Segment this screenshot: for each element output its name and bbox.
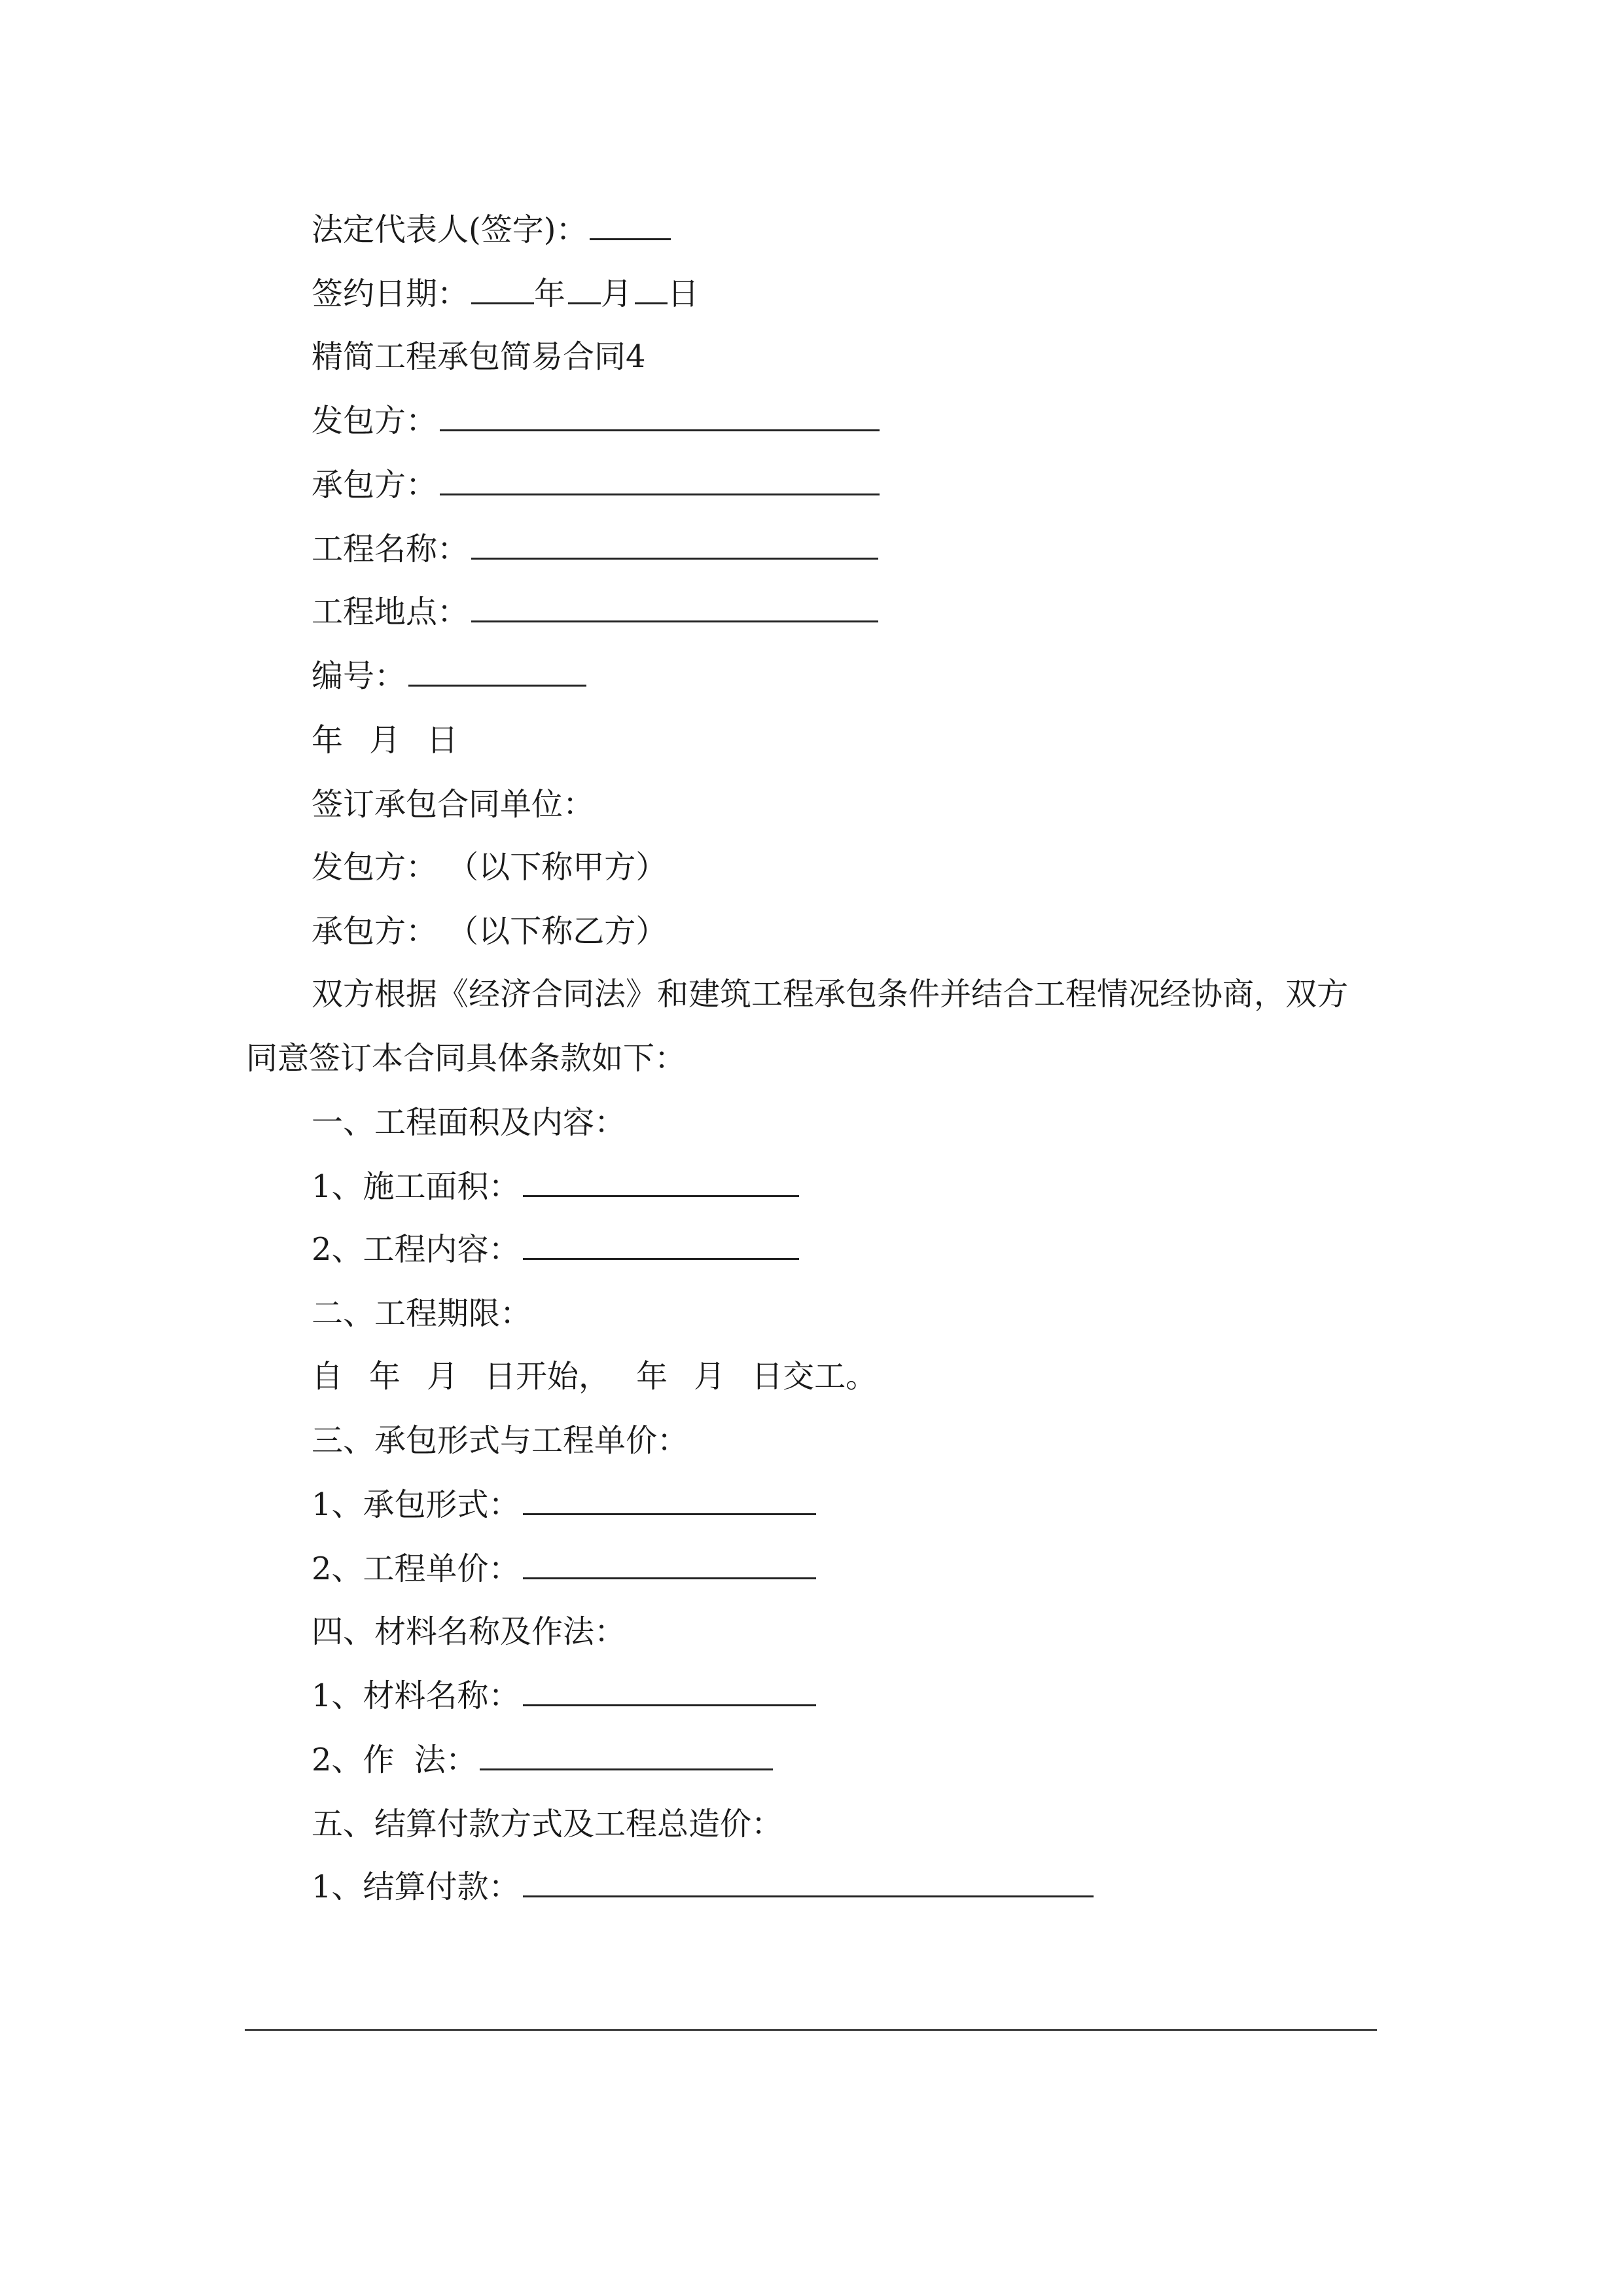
party-a-line: 发包方： （以下称甲方） [312,849,668,886]
date-line [312,708,458,772]
section-3-heading: 三、承包形式与工程单价： [312,1422,689,1459]
section-2-heading: 二、工程期限： [312,1295,532,1332]
signing-units-heading: 签订承包合同单位： [312,786,595,823]
number-blank [408,658,586,687]
settlement-blank [523,1869,1094,1897]
date-day: 日 [427,722,459,759]
contractor-blank [440,467,880,495]
contract-form-blank [523,1487,816,1515]
unit-price-label: 2、工程单价： [312,1551,520,1587]
sign-date-line [312,262,699,326]
unit-price-blank [523,1551,816,1579]
legal-rep-signature-line [312,198,671,262]
construction-area-blank [523,1169,799,1197]
project-location-label: 工程地点： [312,594,469,630]
sign-date-day: 日 [668,276,700,312]
material-name-blank [523,1678,816,1706]
method-label: 2、作 法： [312,1742,478,1778]
preamble-line-2: 同意签订本合同具体条款如下： [246,1040,687,1077]
employer-blank [440,403,880,431]
project-content-label: 2、工程内容： [312,1231,520,1268]
period-end-day: 日交工。 [751,1358,878,1395]
project-name-blank [471,531,878,560]
period-from: 自 [312,1358,344,1395]
material-name-line [312,1664,816,1728]
number-label: 编号： [312,658,406,694]
section-4-heading: 四、材料名称及作法： [312,1613,626,1650]
party-b-line: 承包方： （以下称乙方） [312,913,668,950]
section-5-heading: 五、结算付款方式及工程总造价： [312,1806,783,1842]
contract-form-line [312,1473,816,1537]
method-blank [480,1742,773,1770]
employer-label: 发包方： [312,403,438,439]
project-content-line [312,1217,799,1282]
contract-form-label: 1、承包形式： [312,1486,520,1523]
period-end-year: 年 [636,1358,668,1395]
settlement-label: 1、结算付款： [312,1869,520,1905]
sign-date-month-blank [568,276,601,304]
period-start-day: 日开始， [484,1358,611,1395]
legal-rep-label: 法定代表人(签字)： [312,211,588,248]
period-start-year: 年 [369,1358,401,1395]
period-end-month: 月 [694,1358,726,1395]
period-line [312,1344,877,1408]
unit-price-line [312,1537,816,1601]
legal-rep-blank [590,212,671,240]
project-location-line [312,580,878,644]
contractor-label: 承包方： [312,467,438,503]
contract-title: 精简工程承包简易合同4 [312,338,646,375]
preamble-line-1: 双方根据《经济合同法》和建筑工程承包条件并结合工程情况经协商，双方 [312,976,1349,1013]
project-content-blank [523,1232,799,1260]
construction-area-label: 1、施工面积： [312,1168,520,1205]
method-line [312,1728,773,1792]
number-line [312,644,586,708]
sign-date-day-blank [635,276,668,304]
sign-date-year: 年 [534,276,566,312]
sign-date-month: 月 [601,276,633,312]
employer-line [312,389,880,453]
settlement-line [312,1855,1094,1919]
contractor-line [312,453,880,517]
section-1-heading: 一、工程面积及内容： [312,1104,626,1141]
date-month: 月 [369,722,401,759]
date-year: 年 [312,722,344,759]
sign-date-label: 签约日期： [312,276,469,312]
construction-area-line [312,1155,799,1219]
project-name-line [312,517,878,581]
project-name-label: 工程名称： [312,531,469,567]
material-name-label: 1、材料名称： [312,1677,520,1714]
footer-divider [245,2029,1377,2031]
sign-date-year-blank [471,276,534,304]
period-start-month: 月 [427,1358,459,1395]
project-location-blank [471,594,878,622]
